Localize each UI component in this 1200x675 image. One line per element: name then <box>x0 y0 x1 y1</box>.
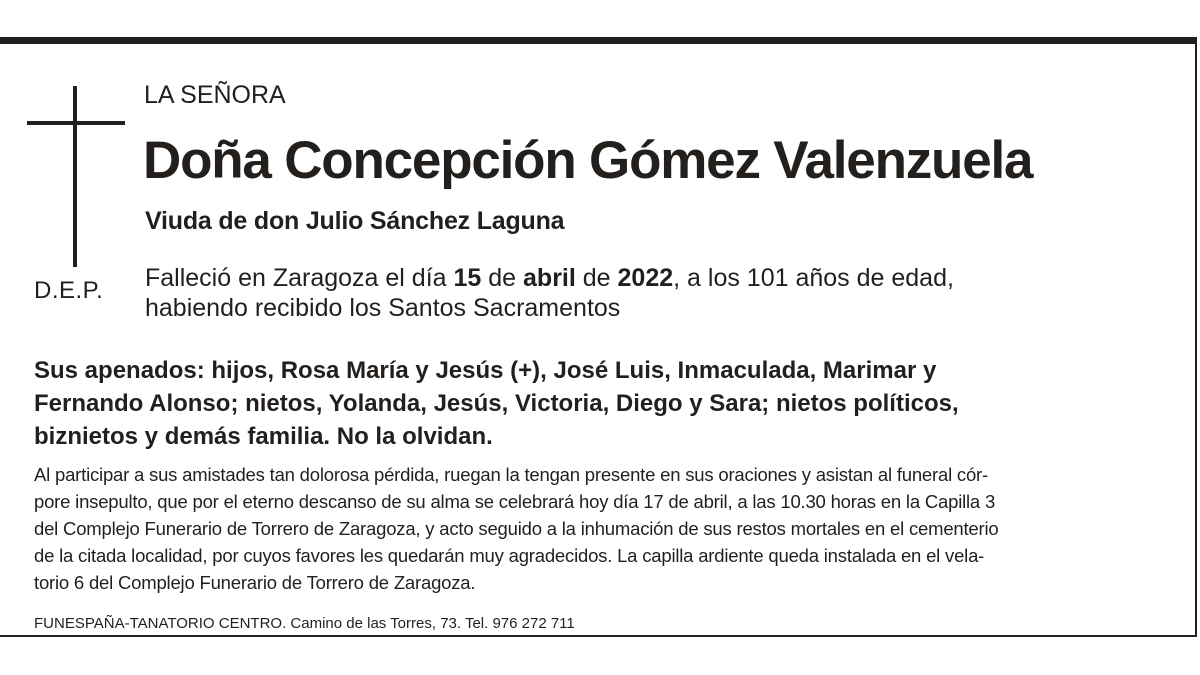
death-year: 2022 <box>617 264 674 292</box>
mourners-line: Sus apenados: hijos, Rosa María y Jesús (+), José Luis, Inmaculada, Marimar y <box>34 357 937 384</box>
mourners-line: biznietos y demás familia. No la olvidan. <box>34 423 493 450</box>
widow-of-line: Viuda de don Julio Sánchez Laguna <box>145 207 565 235</box>
deceased-name: Doña Concepción Gómez Valenzuela <box>143 131 1033 190</box>
death-text: , a los 101 años de edad, <box>673 264 954 292</box>
death-month: abril <box>523 264 576 292</box>
funeral-home-footer: FUNESPAÑA-TANATORIO CENTRO. Camino de las Torres, 73. Tel. 976 272 711 <box>34 615 575 632</box>
dep-label: D.E.P. <box>34 277 104 304</box>
funeral-line: pore insepulto, que por el eterno descanso de su alma se celebrará hoy día 17 de abril, a las 10.30 horas en la Capilla 3 <box>34 491 996 512</box>
death-day: 15 <box>453 264 482 292</box>
funeral-line: torio 6 del Complejo Funerario de Torrero de Zaragoza. <box>34 572 476 593</box>
death-announcement <box>145 263 954 323</box>
mourners-line: Fernando Alonso; nietos, Yolanda, Jesús, Victoria, Diego y Sara; nietos políticos, <box>34 390 959 417</box>
funeral-line: Al participar a sus amistades tan dolorosa pérdida, ruegan la tengan presente en sus oraciones y asistan al funeral cór- <box>34 464 988 485</box>
mourners-paragraph <box>34 354 1154 453</box>
death-line-1 <box>145 263 954 293</box>
funeral-details-paragraph <box>34 461 998 596</box>
funeral-line: del Complejo Funerario de Torrero de Zaragoza, y acto seguido a la inhumación de sus restos mortales en el cementerio <box>34 518 999 539</box>
obituary-notice <box>0 37 1197 637</box>
funeral-line: de la citada localidad, por cuyos favores les quedarán muy agradecidos. La capilla ardiente queda instalada en el vela- <box>34 545 985 566</box>
death-line-2: habiendo recibido los Santos Sacramentos <box>145 294 621 322</box>
cross-horizontal-bar <box>27 121 125 125</box>
death-text: de <box>575 264 618 292</box>
honorific-prefix: LA SEÑORA <box>144 81 286 109</box>
death-text: Falleció en Zaragoza el día <box>145 264 454 292</box>
death-text: de <box>481 264 524 292</box>
cross-vertical-bar <box>73 86 77 267</box>
